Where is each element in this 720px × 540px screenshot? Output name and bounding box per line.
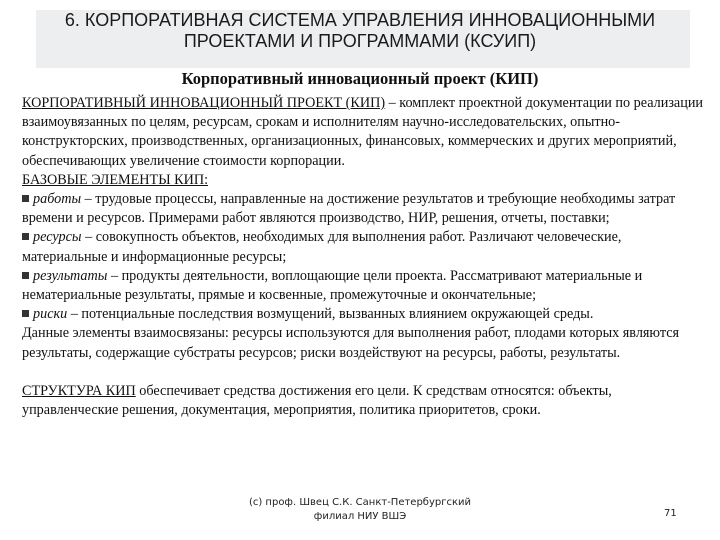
item-text: – потенциальные последствия возмущений, вызванных влиянием окружающей среды. — [67, 306, 594, 323]
page-title-line2: ПРОЕКТАМИ И ПРОГРАММАМИ (КСУИП) — [183, 31, 537, 51]
item-term: ресурсы — [33, 229, 82, 246]
definition-paragraph — [22, 94, 708, 171]
item-term: риски — [33, 306, 68, 323]
bullet-icon — [22, 310, 29, 317]
elements-summary: Данные элементы взаимосвязаны: ресурсы используются для выполнения работ, плодами которых являются результаты, содержащие субстраты ресурсов; риски воздействуют на ресурсы, работы, результаты. — [22, 325, 680, 361]
elements-heading: БАЗОВЫЕ ЭЛЕМЕНТЫ КИП: — [22, 171, 209, 188]
definition-term: КОРПОРАТИВНЫЙ ИННОВАЦИОННЫЙ ПРОЕКТ (КИП) — [22, 95, 386, 111]
list-item — [22, 190, 708, 228]
slide-body — [22, 94, 708, 420]
list-item — [22, 228, 708, 266]
footer-credit — [210, 496, 510, 524]
item-text: – совокупность объектов, необходимых для выполнения работ. Различают человеческие, материальные и информационные ресурсы; — [22, 229, 622, 265]
footer-credit-line1: (с) проф. Швец С.К. Санкт-Петербургский — [248, 497, 472, 508]
list-item — [22, 267, 708, 305]
structure-term: СТРУКТУРА КИП — [22, 382, 136, 399]
footer-credit-line2: филиал НИУ ВШЭ — [313, 511, 407, 522]
item-term: работы — [33, 191, 82, 208]
definition-text: – комплект проектной документации по реализации взаимоувязанных по целям, ресурсам, срокам и исполнителям научно-исследовательских, опытно-конструкторских, производственных, организационных, финансовых, коммерческих и других мероприятий, обеспечивающих увеличение стоимости корпорации. — [22, 95, 704, 169]
structure-text: обеспечивает средства достижения его цели. К средствам относятся: объекты, управленческие решения, документация, мероприятия, политика приоритетов, сроки. — [22, 382, 612, 419]
slide-subtitle: Корпоративный инновационный проект (КИП) — [181, 69, 539, 88]
bullet-icon — [22, 272, 29, 279]
page-number: 71 — [664, 508, 677, 519]
list-item — [22, 305, 708, 324]
item-text: – продукты деятельности, воплощающие цели проекта. Рассматривают материальные и нематериальные результаты, прямые и косвенные, промежуточные и окончательные; — [22, 267, 643, 304]
spacer — [22, 363, 708, 382]
bullet-icon — [22, 195, 29, 202]
page-title-line1: 6. КОРПОРАТИВНАЯ СИСТЕМА УПРАВЛЕНИЯ ИННОВАЦИОННЫМИ — [64, 10, 656, 30]
bullet-icon — [22, 233, 29, 240]
item-text: – трудовые процессы, направленные на достижение результатов и требующие необходимы затрат времени и ресурсов. Примерами работ являются производство, НИР, решения, отчеты, поставки; — [22, 191, 676, 227]
title-banner — [30, 10, 690, 68]
structure-paragraph — [22, 382, 708, 420]
item-term: результаты — [33, 267, 108, 284]
